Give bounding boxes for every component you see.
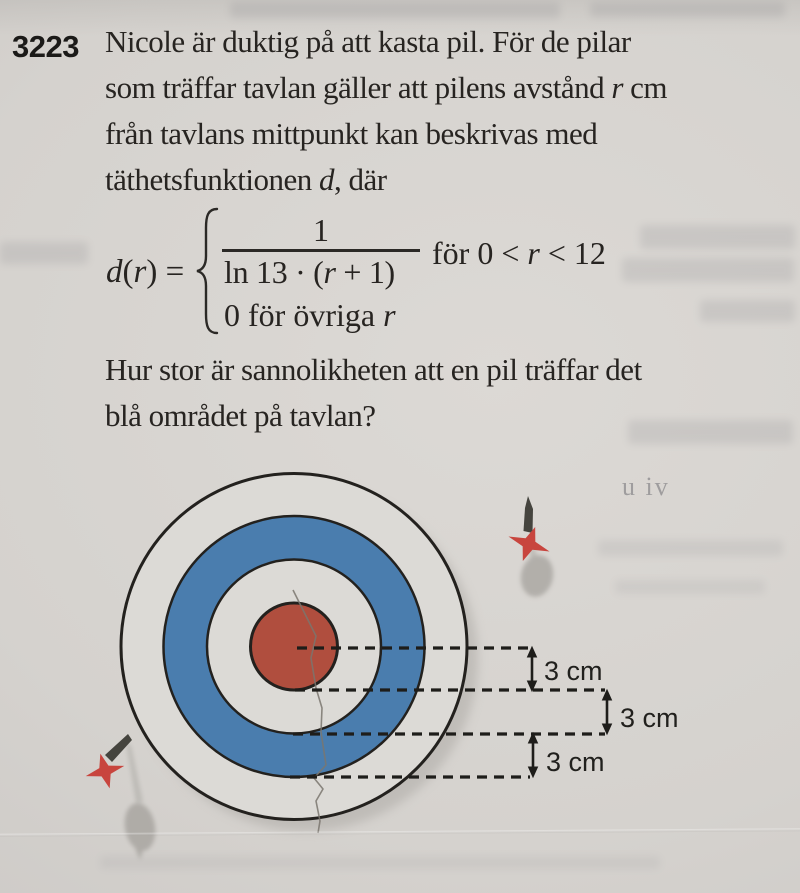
variable-r: r	[527, 235, 540, 271]
brace-path	[197, 209, 217, 333]
board-red-center	[251, 603, 338, 690]
measure-label-2: 3 cm	[620, 703, 679, 733]
formula-case-2	[224, 297, 396, 334]
measure-label-1: 3 cm	[544, 656, 603, 686]
fraction-bar	[222, 249, 420, 252]
formula-equals: ) =	[146, 254, 185, 290]
problem-statement	[105, 19, 667, 203]
statement-text: cm	[622, 70, 668, 105]
bleedthrough-smudge	[0, 242, 88, 264]
variable-r: r	[133, 254, 147, 290]
dart-tip-icon	[524, 496, 534, 533]
statement-text: Nicole är duktig på att kasta pil. För de pilar	[105, 24, 631, 59]
question-line-2	[105, 393, 642, 439]
dart-flight-icon	[81, 748, 129, 793]
question-text: blå området på tavlan?	[105, 398, 376, 433]
statement-line-3	[105, 111, 667, 157]
bleedthrough-smudge	[700, 300, 795, 322]
statement-text: som träffar tavlan gäller att pilens avstånd	[105, 70, 612, 105]
variable-r: r	[323, 254, 336, 290]
curly-brace	[196, 206, 220, 336]
dart-bottom-left	[81, 734, 159, 860]
dartboard-diagram	[0, 440, 800, 893]
variable-d: d	[318, 162, 334, 197]
formula-denominator	[224, 254, 395, 291]
bleedthrough-smudge	[230, 2, 560, 18]
statement-line-2	[105, 65, 667, 111]
measure-arrow-3	[529, 733, 538, 777]
formula-text: < 12	[539, 235, 606, 271]
question-line-1	[105, 347, 642, 393]
measure-arrow-1	[528, 647, 537, 691]
formula-text: för 0 <	[432, 235, 528, 271]
formula-paren: (	[122, 254, 134, 290]
statement-text: , där	[333, 162, 387, 197]
formula-text: ln 13 · (	[224, 254, 324, 290]
statement-line-4	[105, 157, 667, 203]
problem-number: 3223	[12, 29, 79, 64]
measure-label-3: 3 cm	[546, 747, 605, 777]
problem-question	[105, 347, 642, 439]
statement-line-1	[105, 19, 667, 65]
statement-text: täthetsfunktionen	[105, 162, 319, 197]
formula-condition	[432, 235, 606, 272]
bleedthrough-smudge	[622, 258, 794, 282]
formula-lhs	[106, 254, 184, 291]
variable-d: d	[106, 254, 123, 290]
dart-shadow	[121, 742, 159, 860]
bleedthrough-text: u iv	[622, 472, 670, 501]
formula-text: + 1)	[335, 254, 395, 290]
question-text: Hur stor är sannolikheten att en pil träffar det	[105, 352, 642, 387]
statement-text: från tavlans mittpunkt kan beskrivas med	[105, 116, 598, 151]
variable-r: r	[383, 297, 396, 333]
bleedthrough-smudge	[640, 225, 795, 249]
variable-r: r	[611, 70, 623, 105]
bleedthrough-smudge	[590, 2, 785, 17]
formula-numerator: 1	[313, 212, 329, 248]
dart-top-right	[502, 496, 557, 600]
measure-arrow-2	[603, 690, 612, 734]
formula-text: 0 för övriga	[224, 297, 384, 333]
